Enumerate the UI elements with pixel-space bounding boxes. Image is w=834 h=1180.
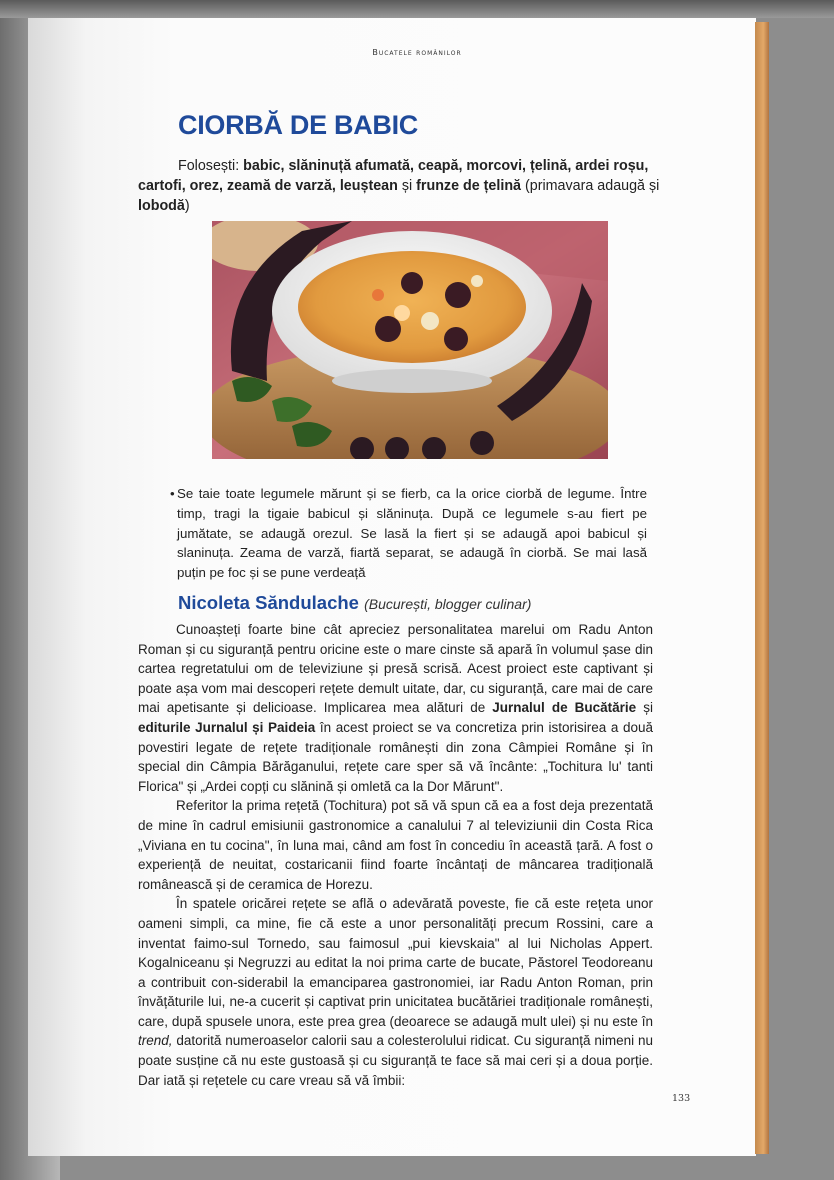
recipe-title: CIORBĂ DE BABIC (178, 110, 419, 140)
paragraph-1-bold-2: editurile Jurnalul și Paideia (138, 719, 316, 735)
paragraph-3-text-a: În spatele oricărei rețete se află o adevărată poveste, fie că este rețeta unor oameni simpli, ca mine, fie că este a unor personalități precum Rossini, care a inventat faimo-sul Tornedo, sau faimosul „pui kievskaia" al lui Nicholas Appert. Kogalniceanu și Negruzzi au editat la noi prima carte de bucate, Păstorel Teodoreanu a contribuit con-siderabil la emanciparea gastronomiei, iar Radu Anton Roman, prin învățăturile lui, ne-a cucerit și captivat prin unicitatea bucătăriei tradiționale românești, care, după spusele unora, este prea grea (deoarece se adaugă mult ulei) și nu este în (138, 896, 653, 1029)
paragraph-1-text-b: și (643, 700, 653, 716)
ingredients-list-2: frunze de țelină (416, 178, 522, 194)
seasonal-note: (primavara adaugă și (525, 178, 660, 194)
paragraph-3-text-b: datorită numeroaselor calorii sau a colesterolului ridicat. Cu siguranță nimeni nu poate susține că nu este gustoasă și cu siguranță te face să mai ceri și a doua porție. Dar iată și rețetele cu care vreau să vă îmbii: (138, 1033, 653, 1088)
seasonal-close: ) (184, 198, 190, 214)
paragraph-3 (138, 894, 653, 1090)
ingredients-paragraph (138, 156, 698, 216)
recipe-step (170, 484, 647, 583)
uses-label: Folosești: (178, 158, 240, 174)
and-word: și (401, 178, 413, 194)
ingredients-list: babic, slăninuță afumată, ceapă, morcovi, țelină, ardei roșu, cartofi, orez, zeamă de varză, leuștean (138, 158, 649, 194)
author-role: (București, blogger culinar) (364, 596, 532, 612)
bullet-icon: • (170, 486, 175, 501)
step-text: Se taie toate legumele mărunt și se fierb, ca la orice ciorbă de legume. Între timp, tragi la tigaie babicul și slăninuța. După ce legumele s-au fiert pe jumătate, se adaugă orezul. Se lasă la fiert și se adaugă apoi babicul și slaninuța. Zeama de varză, fiartă separat, se adaugă în ciorbă. Se mai lasă puțin pe foc și se pune verdeață (177, 486, 647, 581)
soup-bowl-photo (212, 221, 608, 459)
author-heading (178, 592, 531, 614)
paragraph-1-bold-1: Jurnalul de Bucătărie (492, 700, 637, 716)
page-number: 133 (672, 1093, 691, 1104)
author-name: Nicoleta Săndulache (178, 592, 359, 613)
page-stack-edge (755, 22, 769, 1154)
paragraph-2: Referitor la prima rețetă (Tochitura) pot să vă spun că ea a fost deja prezentată de mine în cadrul emisiunii gastronomice a canalului 7 al televiziunii din Costa Rica „Viviana en tu cocina", în luna mai, când am fost în concediu în această țară. A fost o experiență de neuitat, costaricanii fiind foarte încântați de mâncarea tradițională românească și de ceramica de Horezu. (138, 798, 653, 892)
paragraph-1 (138, 620, 653, 796)
paragraph-3-italic: trend, (138, 1033, 173, 1049)
scan-border-top (0, 0, 834, 18)
seasonal-item: lobodă (138, 198, 185, 214)
article-body (138, 620, 653, 1090)
paragraph-1-text-c: în acest proiect se va concretiza prin istorisirea a două povestiri legate de rețete tradiționale românești din zona Câmpiei Române și în special din Câmpia Bărăganului, rețete care sper să vă încânte: „Tochitura lu' tanti Florica" și „Ardei copți cu slănină și omletă ca la Dor Mărunt". (138, 719, 653, 794)
paragraph-1-text-a: Cunoașteți foarte bine cât apreciez personalitatea marelui om Radu Anton Roman și cu siguranță pentru oricine este o mare cinste să apară în volumul șase din cartea regretatului om de televiziune și presă scrisă. Acest proiect este captivant și poate așa vom mai descoperi rețete demult uitate, dar, cu siguranță, care mai de care mai apetisante și delicioase. Implicarea mea alături de (138, 622, 653, 716)
running-head: Bucatele românilor (372, 48, 462, 57)
